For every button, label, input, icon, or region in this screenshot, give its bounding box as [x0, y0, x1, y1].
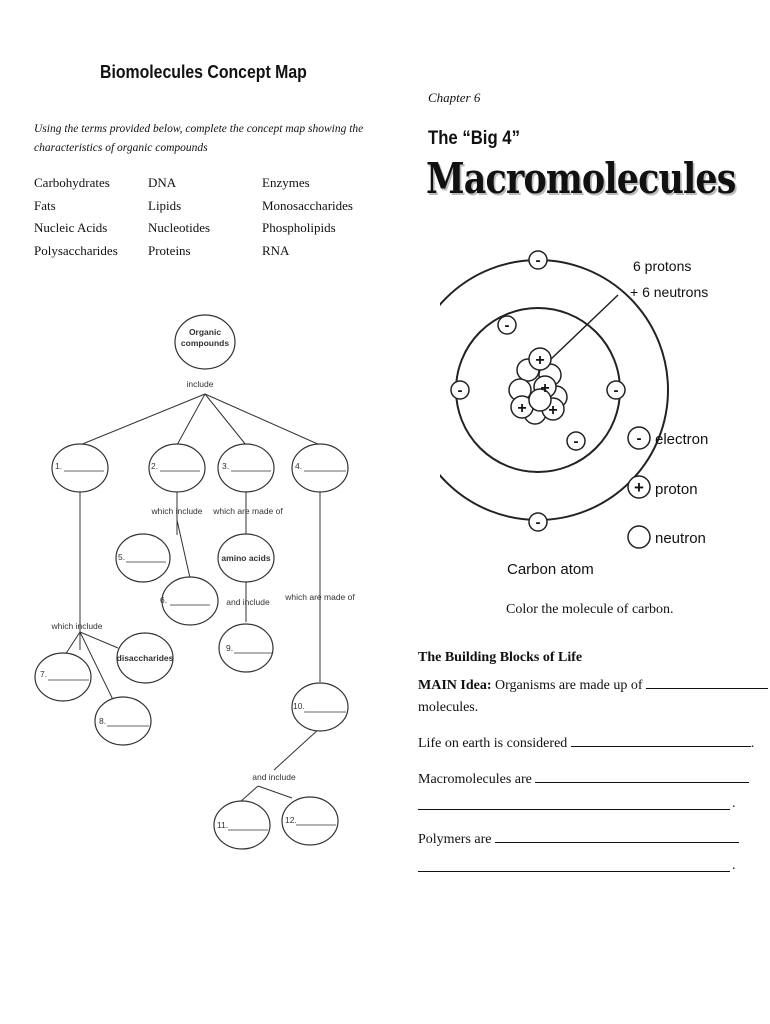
life-on-earth-text: Life on earth is considered: [418, 736, 568, 751]
proton-sign: +: [535, 352, 545, 369]
legend-neutron-label: neutron: [655, 530, 706, 547]
term: Nucleic Acids: [34, 220, 108, 235]
term: Lipids: [148, 197, 182, 213]
polymers-text: Polymers are: [418, 832, 492, 847]
polymers-blank-2[interactable]: [418, 871, 730, 872]
legend-proton-sign: +: [634, 478, 644, 497]
root-node-line1: Organic: [188, 327, 222, 337]
legend-electron-sign: -: [636, 430, 642, 447]
amino-acids-node: amino acids: [221, 553, 271, 563]
life-on-earth-row: [418, 734, 754, 752]
period: .: [732, 796, 736, 811]
legend-proton-label: proton: [655, 481, 698, 498]
section-heading: The Building Blocks of Life: [418, 650, 583, 665]
nucleus-label-protons: 6 protons: [633, 258, 692, 274]
term: RNA: [262, 242, 290, 258]
term: Polysaccharides: [34, 242, 118, 258]
blank-1: 1.: [55, 461, 63, 471]
proton-sign: +: [548, 402, 558, 419]
nucleus-label-neutrons: + 6 neutrons: [630, 284, 709, 300]
macromolecules-blank-1[interactable]: [535, 770, 749, 783]
blank-7: 7.: [40, 669, 48, 679]
term: Proteins: [148, 242, 191, 258]
root-node-line2: compounds: [180, 338, 230, 348]
blank-5: 5.: [118, 552, 126, 562]
term: Carbohydrates: [34, 175, 110, 190]
main-idea-blank[interactable]: [646, 676, 768, 689]
atom-caption: Carbon atom: [507, 561, 594, 578]
proton-sign: +: [540, 380, 550, 397]
which-include-label-2: which include: [151, 506, 203, 516]
term: Phospholipids: [262, 220, 336, 235]
concept-map-title: Biomolecules Concept Map: [100, 62, 307, 82]
which-made-label-3: which are made of: [213, 506, 283, 516]
and-include-label-10: and include: [252, 772, 296, 782]
which-made-label-4: which are made of: [285, 592, 355, 602]
blank-8: 8.: [99, 716, 107, 726]
period: .: [732, 858, 736, 873]
chapter-label: Chapter 6: [428, 90, 481, 105]
polymers-blank-1[interactable]: [495, 830, 739, 843]
macromolecules-blank-2[interactable]: [418, 809, 730, 810]
electron-sign: -: [535, 514, 541, 531]
blank-12: 12.: [285, 815, 297, 825]
instructions-text: Using the terms provided below, complete the concept map showing the characteristics of organic compounds: [34, 123, 364, 154]
main-idea-text: Organisms are made up of: [495, 678, 643, 693]
blank-2: 2.: [151, 461, 159, 471]
term: Monosaccharides: [262, 197, 353, 213]
term: Fats: [34, 197, 56, 213]
electron-sign: -: [573, 433, 579, 450]
term: Enzymes: [262, 175, 310, 190]
disaccharides-node: disaccharides: [116, 653, 174, 663]
blank-6: 6.: [160, 595, 168, 605]
proton-sign: +: [517, 400, 527, 417]
electron-sign: -: [504, 317, 510, 334]
blank-10: 10.: [293, 701, 305, 711]
main-idea-end: molecules.: [418, 700, 479, 715]
life-on-earth-blank[interactable]: [571, 734, 751, 747]
blank-11: 11.: [217, 820, 229, 830]
and-include-label-6: and include: [226, 597, 270, 607]
polymers-row: [418, 830, 739, 848]
main-idea-label: MAIN Idea:: [418, 678, 492, 693]
term: Nucleotides: [148, 220, 211, 235]
period: .: [750, 736, 755, 751]
blank-4: 4.: [295, 461, 303, 471]
term: DNA: [148, 175, 177, 190]
electron-sign: -: [457, 382, 463, 399]
main-idea-row: [418, 676, 768, 694]
big4-subtitle: The “Big 4”: [428, 128, 520, 149]
carbon-atom-diagram: [440, 235, 740, 590]
color-instruction: Color the molecule of carbon.: [506, 602, 674, 617]
macromolecules-row: [418, 770, 749, 788]
legend-electron-label: electron: [655, 431, 709, 448]
legend-neutron-icon: [628, 526, 650, 548]
blank-9: 9.: [226, 643, 234, 653]
electron-sign: -: [613, 382, 619, 399]
macromolecules-text: Macromolecules are: [418, 772, 532, 787]
main-title: Macromolecules: [426, 154, 736, 203]
include-label: include: [186, 379, 214, 389]
electron-sign: -: [535, 252, 541, 269]
which-include-label-1: which include: [51, 621, 103, 631]
blank-3: 3.: [222, 461, 230, 471]
